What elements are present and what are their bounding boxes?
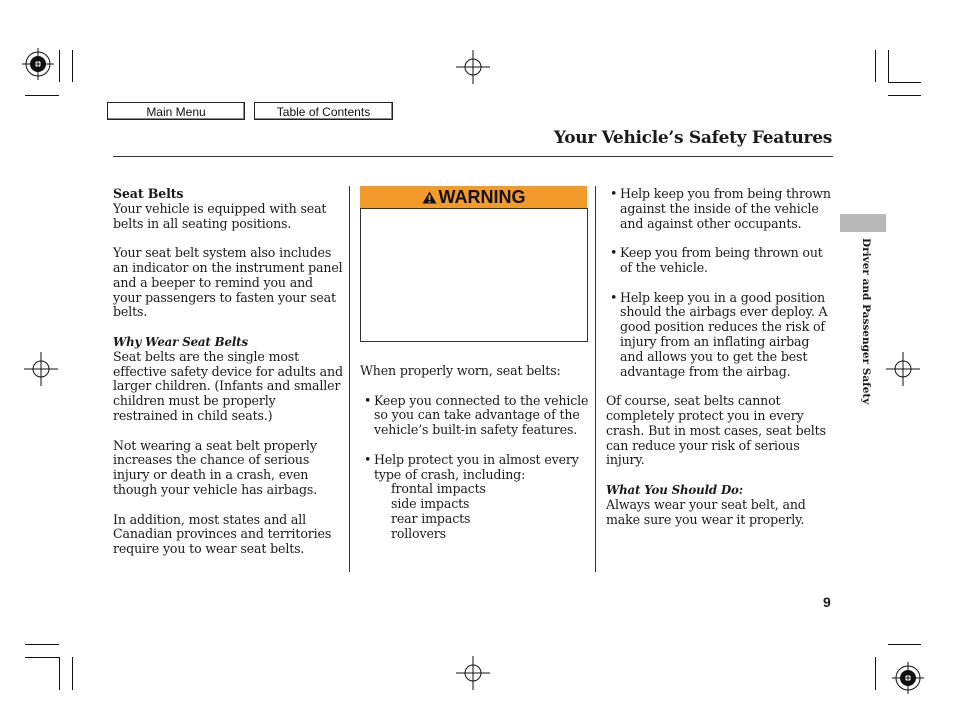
right-column (606, 187, 832, 542)
crosshair-icon (24, 352, 58, 386)
crash-type: frontal impacts (391, 481, 486, 497)
crop-mark (875, 50, 876, 82)
crosshair-icon (456, 656, 490, 690)
subheading: Why Wear Seat Belts (113, 334, 248, 349)
crosshair-icon (886, 352, 920, 386)
main-menu-button[interactable]: Main Menu (107, 102, 245, 120)
middle-column (360, 364, 590, 542)
paragraph: When properly worn, seat belts: (360, 363, 561, 378)
subheading: What You Should Do: (606, 482, 743, 497)
paragraph: Not wearing a seat belt properly increases the chance of serious injury or death in a crash, even though your vehicle has airbags. (113, 437, 318, 497)
paragraph: Always wear your seat belt, and make sure you wear it properly. (606, 496, 806, 527)
paragraph: Of course, seat belts cannot completely protect you in every crash. But in most cases, seat belts can reduce your risk of serious injury. (606, 393, 826, 468)
crop-mark (888, 95, 921, 96)
crop-mark (59, 657, 60, 690)
section-heading: Seat Belts (113, 186, 184, 201)
column-divider (349, 186, 350, 572)
table-of-contents-button[interactable]: Table of Contents (254, 102, 393, 120)
crash-type: rear impacts (391, 510, 471, 526)
crop-mark (875, 657, 876, 690)
paragraph: Your vehicle is equipped with seat belts in all seating positions. (113, 200, 327, 231)
paragraph: Seat belts are the single most effective safety device for adults and larger children. (Infants and smaller children must be properly restrained in child seats.) (113, 348, 343, 423)
warning-triangle-icon (422, 191, 437, 204)
list-item: • Keep you connected to the vehicle so you can take advantage of the vehicle’s built-in safety features. (364, 392, 589, 438)
crop-mark (888, 644, 921, 645)
crosshair-icon (456, 50, 490, 84)
crash-type: rollovers (391, 525, 446, 541)
crop-mark (72, 657, 73, 690)
warning-header (360, 186, 587, 208)
list-item: • Help keep you in a good position should the airbags ever deploy. A good position reduces the risk of injury from an inflating airbag and allows you to get the best advantage from the airbag. (610, 289, 828, 379)
crop-mark (888, 50, 889, 82)
crop-mark (25, 644, 59, 645)
section-tab (840, 214, 886, 232)
registration-target-icon (20, 46, 56, 82)
list-item: • Help protect you in almost every type of crash, including: (364, 451, 579, 482)
paragraph: Your seat belt system also includes an indicator on the instrument panel and a beeper to remind you and your passengers to fasten your seat belts. (113, 245, 343, 320)
warning-label: WARNING (438, 187, 526, 207)
crop-mark (59, 50, 60, 82)
header-divider (113, 156, 833, 157)
crop-mark (72, 50, 73, 82)
crop-mark (25, 657, 59, 658)
warning-box (360, 208, 588, 342)
crop-mark (888, 82, 921, 83)
crash-type: side impacts (391, 496, 470, 512)
list-item: • Help keep you from being thrown against the inside of the vehicle and against other occupants. (610, 186, 831, 231)
page-title: Your Vehicle’s Safety Features (553, 128, 832, 148)
page-number: 9 (823, 594, 831, 610)
left-column (113, 187, 343, 572)
registration-target-icon (890, 660, 926, 696)
paragraph: In addition, most states and all Canadian provinces and territories require you to wear seat belts. (113, 511, 332, 557)
crash-type-list (360, 482, 590, 541)
list-item: • Keep you from being thrown out of the vehicle. (610, 245, 823, 275)
section-tab-label: Driver and Passenger Safety (860, 238, 872, 405)
crop-mark (25, 95, 59, 96)
column-divider (595, 186, 596, 572)
